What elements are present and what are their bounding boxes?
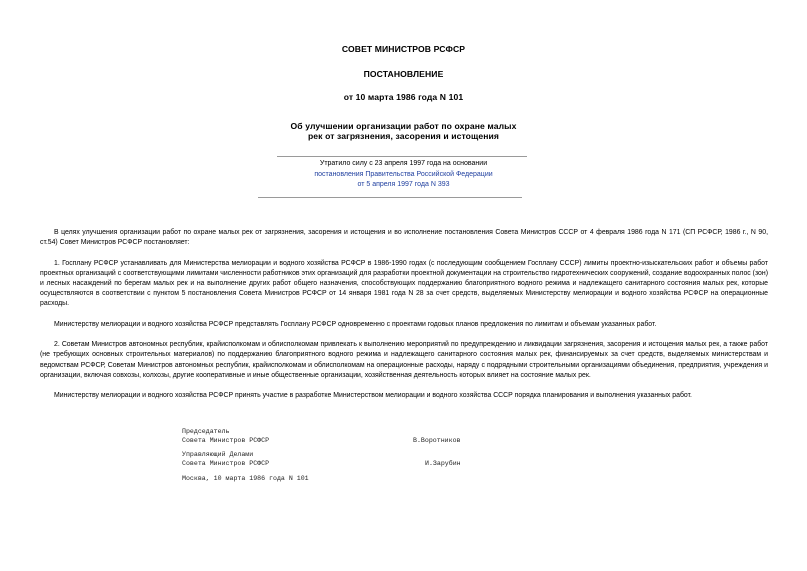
manager-organization: Совета Министров РСФСР — [182, 460, 270, 467]
document-date: от 10 марта 1986 года N 101 — [343, 92, 464, 102]
status-note-link-decree[interactable]: постановления Правительства Российской Федерации — [314, 171, 493, 178]
manager-signatory: И.Зарубин — [425, 460, 461, 467]
document-title-line-2: рек от загрязнения, засорения и истощения — [307, 131, 500, 141]
paragraph-item-1: 1. Госплану РСФСР устанавливать для Министерства мелиорации и водного хозяйства РСФСР в 1986-1990 годах (с последующим сообщением Госплану СССР) лимиты проектно-изыскательских работ и объемы работ проектных организаций с соответствующими лимитами численности работников этих организаций для разработки проектной документации на строительство гидротехнических сооружений, создание водоохранных полос (зон) и лесных насаждений по берегам малых рек и на выполнение других работ общего назначения, способствующих поддержанию благоприятного водного режима и надлежащего санитарного состояния малых рек, которые осуществляются в соответствии с пунктом 5 постановления Совета Министров РСФСР от 14 января 1981 года N 28 за счет средств, выделяемых Министерству мелиорации и водного хозяйства РСФСР на операционные расходы. — [40, 259, 768, 308]
chair-title: Председатель — [182, 428, 230, 435]
status-divider-bottom — [258, 197, 522, 198]
document-type: ПОСТАНОВЛЕНИЕ — [363, 69, 444, 79]
paragraph-item-2: 2. Советам Министров автономных республик, крайисполкомам и облисполкомам привлекать к выполнению мероприятий по предупреждению и ликвидации загрязнения, засорения и истощения малых рек, а также работ (не требующих основных строительных материалов) по поддержанию благоприятного водного режима и надлежащего санитарного состояния малых рек, финансируемых за счет средств, выделяемых министерствам и ведомствам РСФСР, Советам Министров автономных республик, крайисполкомам и облисполкомам на операционные расходы, наряду с подрядными строительными организациями объединения, предприятия, учреждения и организации, включая совхозы, колхозы, другие кооперативные и иные общественные организации, хозяйственная деятельность которых влияет на состояние малых рек. — [40, 341, 768, 379]
document-title-line-1: Об улучшении организации работ по охране малых — [290, 121, 517, 131]
status-divider-top — [277, 156, 527, 157]
chair-organization: Совета Министров РСФСР — [182, 437, 270, 444]
paragraph-item-1-note: Министерству мелиорации и водного хозяйства РСФСР представлять Госплану РСФСР одновременно с проектами годовых планов предложения по лимитам и объемам указанных работ. — [54, 320, 657, 328]
paragraph-item-2-note: Министерству мелиорации и водного хозяйства РСФСР принять участие в разработке Министерством мелиорации и водного хозяйства СССР порядка планирования и выполнения указанных работ. — [54, 392, 692, 400]
document-body — [40, 228, 768, 401]
status-note-link-date[interactable]: от 5 апреля 1997 года N 393 — [357, 181, 450, 188]
status-note-line-1: Утратило силу с 23 апреля 1997 года на основании — [319, 160, 488, 167]
issuing-body: СОВЕТ МИНИСТРОВ РСФСР — [341, 44, 466, 54]
paragraph-preamble: В целях улучшения организации работ по охране малых рек от загрязнения, засорения и истощения и во исполнение постановления Совета Министров СССР от 4 февраля 1986 года N 171 (СП РСФСР, 1986 г., N 90, ст.54) Совет Министров РСФСР постановляет: — [40, 229, 768, 247]
manager-title: Управляющий Делами — [182, 451, 254, 458]
chair-signatory: В.Воротников — [413, 437, 461, 444]
place-and-date: Москва, 10 марта 1986 года N 101 — [182, 475, 309, 482]
